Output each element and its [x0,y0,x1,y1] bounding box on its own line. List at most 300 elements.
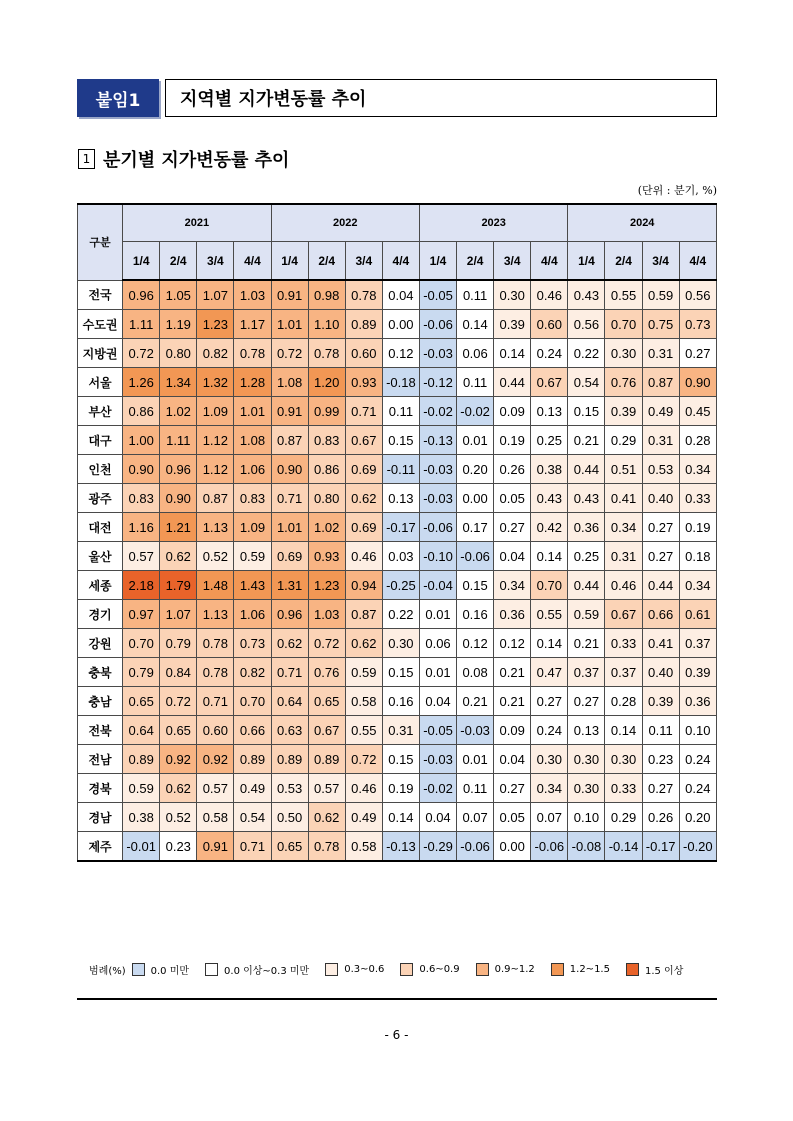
region-label: 부산 [78,397,123,426]
rate-cell: 0.44 [642,571,679,600]
quarter-header: 3/4 [494,242,531,281]
rate-cell: 0.76 [308,658,345,687]
rate-cell: 0.61 [679,600,716,629]
rate-cell: 0.62 [308,803,345,832]
rate-cell: 0.04 [494,745,531,774]
table-row [78,687,717,716]
rate-cell: 0.28 [679,426,716,455]
rate-cell: 0.55 [531,600,568,629]
rate-cell: -0.03 [419,484,456,513]
rate-cell: 0.46 [345,774,382,803]
rate-cell: 0.25 [531,426,568,455]
rate-cell: 0.30 [605,339,642,368]
rate-cell: 0.72 [271,339,308,368]
rate-cell: 1.23 [308,571,345,600]
rate-cell: 0.91 [197,832,234,862]
quarter-header: 2/4 [605,242,642,281]
table-row [78,542,717,571]
rate-cell: 0.54 [234,803,271,832]
rate-cell: 0.57 [123,542,160,571]
legend-label: 1.2~1.5 [569,964,610,975]
rate-cell: 0.27 [568,687,605,716]
rate-cell: 0.69 [345,513,382,542]
legend-label: 0.0 이상~0.3 미만 [224,966,310,977]
rate-cell: 0.98 [308,280,345,310]
legend-item [325,963,384,976]
rate-cell: 1.09 [234,513,271,542]
rate-cell: 0.39 [642,687,679,716]
rate-cell: 0.19 [382,774,419,803]
bottom-rule [77,998,717,1000]
page-number: - 6 - [384,1028,409,1042]
rate-cell: 0.21 [494,658,531,687]
rate-cell: 0.38 [531,455,568,484]
rate-cell: 0.43 [568,280,605,310]
quarter-header: 3/4 [345,242,382,281]
region-label: 전남 [78,745,123,774]
rate-cell: 0.49 [642,397,679,426]
legend-label: 0.3~0.6 [344,964,385,975]
rate-cell: 0.87 [197,484,234,513]
rate-cell: 0.52 [197,542,234,571]
rate-cell: 0.33 [605,774,642,803]
rate-cell: -0.03 [419,455,456,484]
rate-cell: 0.72 [345,745,382,774]
table-row [78,600,717,629]
rate-cell: 0.91 [271,397,308,426]
rate-cell: 0.67 [605,600,642,629]
rate-cell: 0.23 [642,745,679,774]
rate-cell: -0.03 [419,745,456,774]
rate-cell: 0.01 [457,745,494,774]
legend-swatch [476,963,489,976]
year-header: 2022 [271,204,419,242]
rate-cell: 0.27 [679,339,716,368]
rate-cell: 0.71 [271,658,308,687]
rate-cell: 0.36 [494,600,531,629]
legend-swatch [400,963,413,976]
rate-cell: 0.18 [679,542,716,571]
quarter-header: 2/4 [457,242,494,281]
rate-cell: 0.25 [568,542,605,571]
quarter-header: 2/4 [160,242,197,281]
rate-cell: 0.78 [308,339,345,368]
rate-cell: 0.97 [123,600,160,629]
rate-cell: 0.36 [568,513,605,542]
rate-cell: 0.27 [494,774,531,803]
page-title: 지역별 지가변동률 추이 [165,79,717,117]
rate-cell: 1.00 [123,426,160,455]
rate-cell: -0.13 [419,426,456,455]
rate-cell: 0.34 [679,455,716,484]
rate-cell: 0.79 [123,658,160,687]
rate-cell: 1.07 [160,600,197,629]
rate-cell: 0.75 [642,310,679,339]
rate-cell: 0.92 [160,745,197,774]
rate-cell: 1.79 [160,571,197,600]
quarter-header: 1/4 [568,242,605,281]
rate-cell: 1.16 [123,513,160,542]
section-title: 분기별 지가변동률 추이 [103,150,290,171]
rate-cell: 0.06 [419,629,456,658]
table-row [78,832,717,862]
rate-cell: 0.60 [197,716,234,745]
rate-cell: 0.44 [568,455,605,484]
rate-cell: 0.30 [531,745,568,774]
rate-cell: 0.78 [197,629,234,658]
rate-cell: 0.96 [271,600,308,629]
rate-cell: 1.12 [197,426,234,455]
rate-cell: 0.62 [345,484,382,513]
year-header: 2024 [568,204,717,242]
rate-cell: 1.06 [234,600,271,629]
legend-item [400,963,459,976]
rate-cell: 0.90 [679,368,716,397]
year-header: 2023 [419,204,567,242]
rate-cell: 0.55 [345,716,382,745]
rate-cell: 0.44 [568,571,605,600]
rate-cell: 0.01 [457,426,494,455]
rate-cell: 0.22 [382,600,419,629]
legend-swatch [626,963,639,976]
rate-cell: 1.17 [234,310,271,339]
rate-cell: 0.31 [605,542,642,571]
table-row [78,339,717,368]
rate-cell: 0.80 [160,339,197,368]
rate-cell: 0.43 [531,484,568,513]
rate-cell: 0.84 [160,658,197,687]
rate-cell: 0.30 [494,280,531,310]
rate-cell: 1.13 [197,600,234,629]
unit-note: (단위 : 분기, %) [637,184,717,197]
rate-cell: 0.21 [494,687,531,716]
rate-cell: 0.70 [123,629,160,658]
rate-cell: 0.41 [605,484,642,513]
rate-cell: 0.13 [531,397,568,426]
rate-cell: -0.08 [568,832,605,862]
rate-cell: 0.59 [568,600,605,629]
rate-cell: 0.13 [382,484,419,513]
quarter-header: 4/4 [679,242,716,281]
rate-cell: 0.90 [160,484,197,513]
rate-cell: 0.19 [679,513,716,542]
rate-cell: -0.11 [382,455,419,484]
rate-cell: 1.26 [123,368,160,397]
rate-cell: 0.09 [494,716,531,745]
rate-cell: 0.59 [642,280,679,310]
rate-cell: 0.08 [457,658,494,687]
rate-cell: 0.10 [568,803,605,832]
rate-cell: -0.13 [382,832,419,862]
rate-cell: 0.46 [345,542,382,571]
rate-cell: 0.46 [605,571,642,600]
rate-cell: 0.15 [382,745,419,774]
rate-cell: 0.39 [605,397,642,426]
rate-cell: 0.96 [160,455,197,484]
rate-cell: 0.04 [494,542,531,571]
rate-cell: -0.06 [419,513,456,542]
rate-cell: 0.11 [382,397,419,426]
quarter-header: 3/4 [642,242,679,281]
rate-cell: 0.58 [345,832,382,862]
rate-cell: 0.71 [197,687,234,716]
rate-cell: 0.72 [160,687,197,716]
legend-label: 0.6~0.9 [419,964,460,975]
table-row [78,426,717,455]
rate-cell: 0.22 [568,339,605,368]
rate-cell: 0.27 [531,687,568,716]
rate-cell: 0.69 [345,455,382,484]
rate-cell: 0.93 [345,368,382,397]
rate-cell: 0.49 [234,774,271,803]
rate-cell: 0.39 [494,310,531,339]
rate-cell: 1.12 [197,455,234,484]
rate-cell: 0.34 [679,571,716,600]
rate-cell: 0.55 [605,280,642,310]
rate-cell: 0.37 [568,658,605,687]
rate-cell: 0.44 [494,368,531,397]
rate-cell: 0.78 [308,832,345,862]
rate-cell: 0.78 [197,658,234,687]
rate-cell: 0.92 [197,745,234,774]
rate-cell: 1.48 [197,571,234,600]
rate-cell: 0.00 [382,310,419,339]
year-header: 2021 [123,204,271,242]
rate-cell: 0.20 [679,803,716,832]
rate-cell: 0.63 [271,716,308,745]
rate-cell: 0.30 [568,774,605,803]
region-label: 충남 [78,687,123,716]
rate-cell: 0.64 [123,716,160,745]
region-label: 지방권 [78,339,123,368]
quarter-header: 4/4 [382,242,419,281]
rate-cell: 0.33 [679,484,716,513]
table-row [78,368,717,397]
rate-cell: 0.64 [271,687,308,716]
rate-cell: 0.09 [494,397,531,426]
table-row [78,280,717,310]
rate-cell: 0.15 [568,397,605,426]
rate-cell: 0.46 [531,280,568,310]
region-label: 강원 [78,629,123,658]
rate-cell: 0.65 [160,716,197,745]
rate-cell: 1.43 [234,571,271,600]
legend-swatch [325,963,338,976]
legend [77,962,717,977]
rate-cell: -0.06 [419,310,456,339]
legend-item [132,962,189,977]
rate-cell: 0.93 [308,542,345,571]
rate-cell: 0.12 [382,339,419,368]
rate-cell: 0.66 [642,600,679,629]
region-label: 제주 [78,832,123,862]
rate-cell: 1.02 [160,397,197,426]
rate-cell: -0.17 [642,832,679,862]
rate-cell: 0.83 [308,426,345,455]
region-label: 서울 [78,368,123,397]
rate-cell: 1.05 [160,280,197,310]
rate-cell: -0.02 [419,397,456,426]
rate-cell: 1.08 [234,426,271,455]
rate-cell: 1.11 [160,426,197,455]
rate-cell: 0.34 [494,571,531,600]
rate-cell: 0.87 [642,368,679,397]
rate-cell: 0.14 [382,803,419,832]
rate-cell: 0.82 [234,658,271,687]
region-label: 인천 [78,455,123,484]
page-header [77,79,717,117]
rate-cell: 0.01 [419,658,456,687]
rate-cell: 0.66 [234,716,271,745]
rate-cell: 1.01 [271,513,308,542]
rate-cell: 0.34 [531,774,568,803]
legend-label: 0.0 미만 [150,966,190,977]
rate-cell: 0.78 [345,280,382,310]
rate-cell: 1.09 [197,397,234,426]
rate-cell: 0.01 [419,600,456,629]
rate-cell: 0.78 [234,339,271,368]
rate-cell: 0.56 [679,280,716,310]
rate-cell: 0.36 [679,687,716,716]
rate-cell: 0.50 [271,803,308,832]
table-row [78,455,717,484]
rate-cell: 0.89 [123,745,160,774]
rate-cell: 0.07 [531,803,568,832]
rate-cell: 0.03 [382,542,419,571]
table-row [78,803,717,832]
rate-cell: 1.02 [308,513,345,542]
rate-cell: 0.37 [679,629,716,658]
rate-cell: -0.05 [419,280,456,310]
rate-cell: -0.18 [382,368,419,397]
rate-cell: 0.06 [457,339,494,368]
rate-cell: 0.40 [642,658,679,687]
rate-cell: 0.40 [642,484,679,513]
rate-cell: 0.24 [679,745,716,774]
rate-cell: 0.47 [531,658,568,687]
rate-cell: 0.07 [457,803,494,832]
rate-cell: 0.54 [568,368,605,397]
rate-cell: 0.87 [271,426,308,455]
rate-cell: 0.24 [531,716,568,745]
rate-cell: 0.59 [123,774,160,803]
rate-cell: 0.38 [123,803,160,832]
rate-cell: 0.33 [605,629,642,658]
region-label: 수도권 [78,310,123,339]
rate-cell: 0.14 [531,629,568,658]
table-row [78,629,717,658]
rate-cell: 0.00 [494,832,531,862]
rate-cell: 2.18 [123,571,160,600]
rate-cell: 1.32 [197,368,234,397]
rate-cell: 0.49 [345,803,382,832]
rate-cell: 0.58 [345,687,382,716]
rate-cell: 0.53 [271,774,308,803]
rate-cell: 0.59 [345,658,382,687]
quarter-header: 1/4 [271,242,308,281]
rate-cell: 0.69 [271,542,308,571]
rate-cell: 0.12 [494,629,531,658]
rate-cell: 0.70 [531,571,568,600]
quarter-header: 1/4 [123,242,160,281]
rate-cell: -0.06 [457,542,494,571]
rate-cell: 1.07 [197,280,234,310]
rate-cell: 0.29 [605,426,642,455]
rate-cell: 0.87 [345,600,382,629]
legend-item [205,962,309,977]
rate-cell: 0.57 [308,774,345,803]
rate-cell: 1.19 [160,310,197,339]
rate-cell: -0.03 [419,339,456,368]
section-number: 1 [78,149,95,169]
rate-cell: 0.83 [234,484,271,513]
rate-cell: 0.80 [308,484,345,513]
legend-label: 1.5 이상 [644,966,684,977]
rate-cell: 0.11 [457,774,494,803]
rate-cell: 0.59 [234,542,271,571]
rate-cell: 0.51 [605,455,642,484]
rate-cell: 1.28 [234,368,271,397]
rate-cell: 0.70 [234,687,271,716]
rate-cell: 0.30 [382,629,419,658]
rate-cell: 1.13 [197,513,234,542]
rate-cell: 0.65 [308,687,345,716]
rate-cell: -0.25 [382,571,419,600]
quarter-header: 3/4 [197,242,234,281]
rate-cell: -0.02 [457,397,494,426]
rate-cell: 0.10 [679,716,716,745]
rate-cell: 1.11 [123,310,160,339]
land-price-table [77,203,717,862]
rate-cell: 0.16 [382,687,419,716]
rate-cell: 0.19 [494,426,531,455]
rate-cell: 0.99 [308,397,345,426]
rate-cell: 0.65 [271,832,308,862]
rate-cell: 0.67 [531,368,568,397]
legend-item [551,963,610,976]
rate-cell: 1.23 [197,310,234,339]
rate-cell: 0.14 [457,310,494,339]
rate-cell: 0.16 [457,600,494,629]
rate-cell: 0.27 [642,774,679,803]
rate-cell: 0.05 [494,484,531,513]
rate-cell: 0.13 [568,716,605,745]
rate-cell: 0.27 [642,513,679,542]
rate-cell: 1.10 [308,310,345,339]
region-label: 충북 [78,658,123,687]
rate-cell: 0.91 [271,280,308,310]
rate-cell: 0.00 [457,484,494,513]
rate-cell: 0.89 [234,745,271,774]
section-heading [78,146,289,172]
rate-cell: 0.17 [457,513,494,542]
rate-cell: 0.14 [605,716,642,745]
rate-cell: 0.39 [679,658,716,687]
rate-cell: 1.31 [271,571,308,600]
table-row [78,310,717,339]
rate-cell: 0.72 [308,629,345,658]
rate-cell: -0.17 [382,513,419,542]
rate-cell: 0.62 [160,774,197,803]
rate-cell: 0.15 [457,571,494,600]
rate-cell: 0.04 [419,803,456,832]
region-label: 전북 [78,716,123,745]
rate-cell: 0.31 [382,716,419,745]
rate-cell: 0.86 [308,455,345,484]
attachment-badge: 붙임1 [77,79,159,117]
region-label: 세종 [78,571,123,600]
rate-cell: 0.65 [123,687,160,716]
